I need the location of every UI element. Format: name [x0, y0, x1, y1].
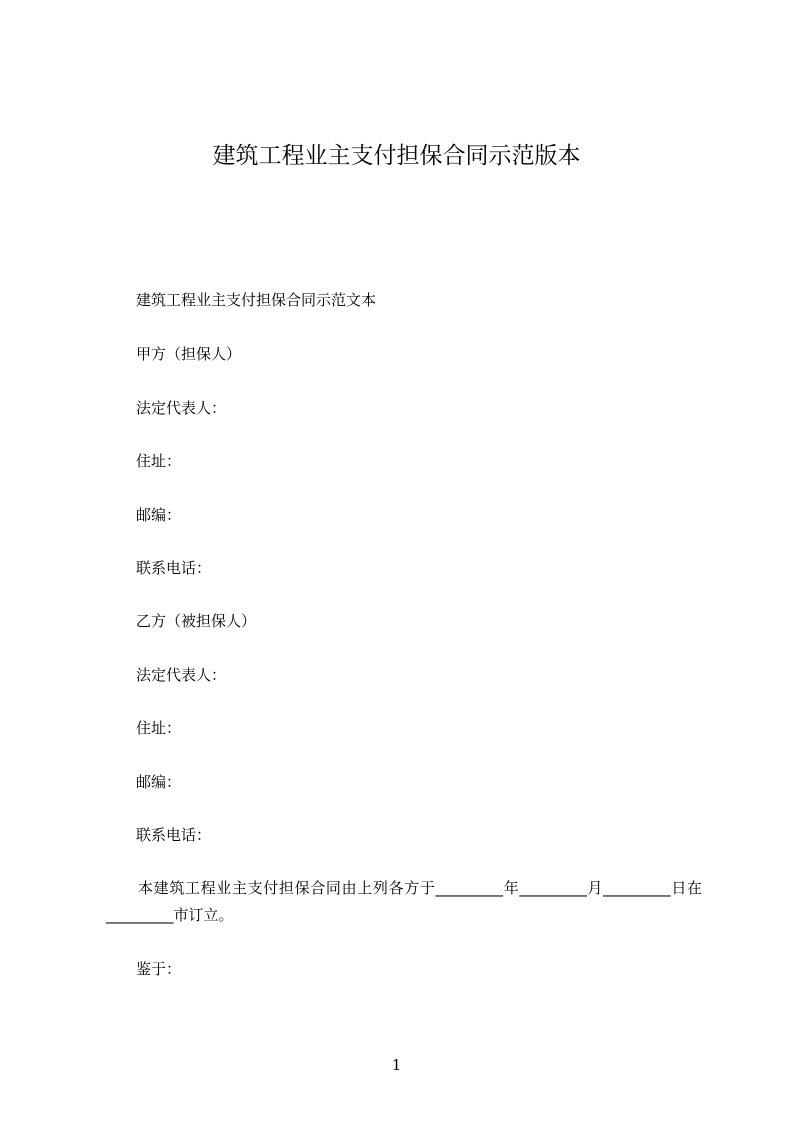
- whereas-label: 鉴于：: [136, 960, 182, 978]
- page-number: 1: [391, 1056, 402, 1074]
- party-a-legal-representative: 法定代表人：: [136, 399, 227, 417]
- document-title: 建筑工程业主支付担保合同示范版本: [212, 143, 581, 169]
- party-b-postcode: 邮编：: [136, 773, 182, 791]
- subtitle-line: 建筑工程业主支付担保合同示范文本: [136, 291, 377, 309]
- party-a-heading: 甲方（担保人）: [136, 345, 242, 363]
- party-b-phone: 联系电话：: [136, 826, 212, 844]
- party-a-address: 住址：: [136, 452, 182, 470]
- party-b-legal-representative: 法定代表人：: [136, 666, 227, 684]
- agreement-paragraph: 本建筑工程业主支付担保合同由上列各方于_________年_________月_________日在_________市订立。: [106, 879, 702, 924]
- party-a-phone: 联系电话：: [136, 559, 212, 577]
- party-b-address: 住址：: [136, 719, 182, 737]
- party-b-heading: 乙方（被担保人）: [136, 612, 257, 630]
- party-a-postcode: 邮编：: [136, 506, 182, 524]
